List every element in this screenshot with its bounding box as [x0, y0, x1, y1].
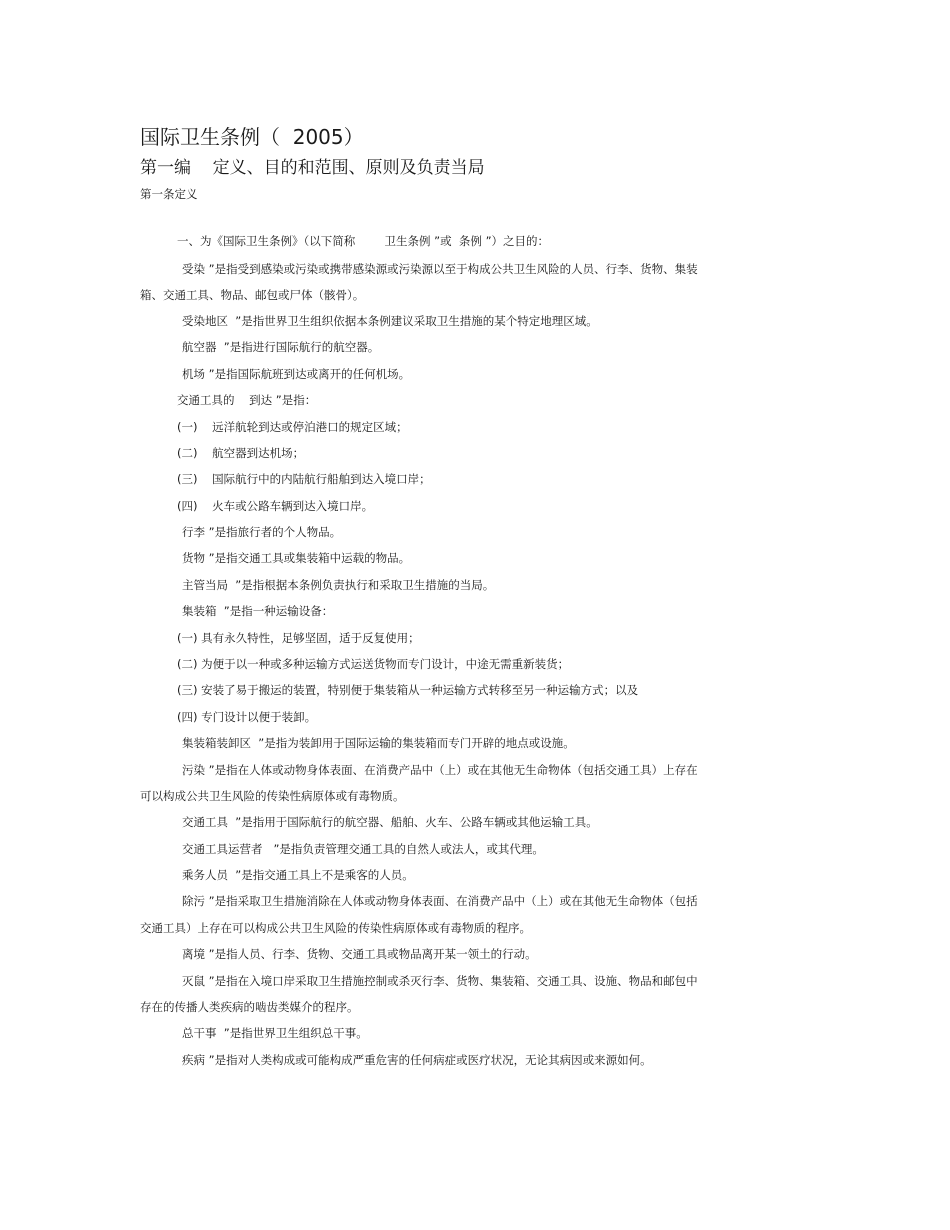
text-line: 除污 ”是指采取卫生措施消除在人体或动物身体表面、在消费产品中（上）或在其他无生命物体（包括 [182, 894, 698, 908]
article-heading: 第一条定义 [140, 187, 198, 201]
text-line: (三) 国际航行中的内陆航行船舶到达入境口岸； [177, 472, 431, 486]
text-line: 一、为《国际卫生条例》（以下简称 卫生条例 ”或 条例 ”）之目的： [177, 234, 550, 248]
text-line: 交通工具运营者 ”是指负责管理交通工具的自然人或法人，或其代理。 [182, 842, 544, 856]
text-line: 交通工具 ”是指用于国际航行的航空器、船舶、火车、公路车辆或其他运输工具。 [182, 815, 598, 829]
text-line: 乘务人员 ”是指交通工具上不是乘客的人员。 [182, 868, 414, 882]
text-line: 货物 ”是指交通工具或集装箱中运载的物品。 [182, 551, 411, 565]
text-line: 航空器 ”是指进行国际航行的航空器。 [182, 340, 380, 354]
text-line: (四) 专门设计以便于装卸。 [177, 710, 317, 724]
text-line: 污染 ”是指在人体或动物身体表面、在消费产品中（上）或在其他无生命物体（包括交通工具）上存在 [182, 763, 698, 777]
text-line: 疾病 ”是指对人类构成或可能构成严重危害的任何病症或医疗状况，无论其病因或来源如何。 [182, 1053, 652, 1067]
text-line: 受染 ”是指受到感染或污染或携带感染源或污染源以至于构成公共卫生风险的人员、行李、货物、集装 [182, 262, 698, 276]
text-line: (三) 安装了易于搬运的装置，特别便于集装箱从一种运输方式转移至另一种运输方式；以及 [177, 683, 639, 697]
text-line: 灭鼠 ”是指在入境口岸采取卫生措施控制或杀灭行李、货物、集装箱、交通工具、设施、物品和邮包中 [182, 974, 698, 988]
text-line: 受染地区 ”是指世界卫生组织依据本条例建议采取卫生措施的某个特定地理区域。 [182, 314, 598, 328]
text-line: 集装箱装卸区 ”是指为装卸用于国际运输的集装箱而专门开辟的地点或设施。 [182, 736, 575, 750]
text-line: (四) 火车或公路车辆到达入境口岸。 [177, 499, 374, 513]
part-heading: 第一编 定义、目的和范围、原则及负责当局 [140, 158, 485, 178]
text-line: (二) 为便于以一种或多种运输方式运送货物而专门设计，中途无需重新装货； [177, 657, 570, 671]
text-line: 交通工具的 到达 ”是指： [177, 393, 317, 407]
text-line: (二) 航空器到达机场； [177, 446, 305, 460]
text-line: 交通工具）上存在可以构成公共卫生风险的传染性病原体或有毒物质的程序。 [140, 921, 531, 935]
text-line: 存在的传播人类疾病的啮齿类媒介的程序。 [140, 1000, 359, 1014]
text-line: 集装箱 ”是指一种运输设备： [182, 604, 334, 618]
text-line: 机场 ”是指国际航班到达或离开的任何机场。 [182, 367, 411, 381]
text-line: 总干事 ”是指世界卫生组织总干事。 [182, 1026, 368, 1040]
text-line: (一) 远洋航轮到达或停泊港口的规定区域； [177, 420, 408, 434]
text-line: 行李 ”是指旅行者的个人物品。 [182, 525, 342, 539]
text-line: 离境 ”是指人员、行李、货物、交通工具或物品离开某一领土的行动。 [182, 947, 537, 961]
text-line: 主管当局 ”是指根据本条例负责执行和采取卫生措施的当局。 [182, 578, 495, 592]
text-line: 箱、交通工具、物品、邮包或尸体（骸骨）。 [140, 288, 365, 302]
document-title: 国际卫生条例（ 2005） [140, 125, 364, 149]
text-line: (一) 具有永久特性，足够坚固，适于反复使用； [177, 631, 420, 645]
text-line: 可以构成公共卫生风险的传染性病原体或有毒物质。 [140, 789, 405, 803]
